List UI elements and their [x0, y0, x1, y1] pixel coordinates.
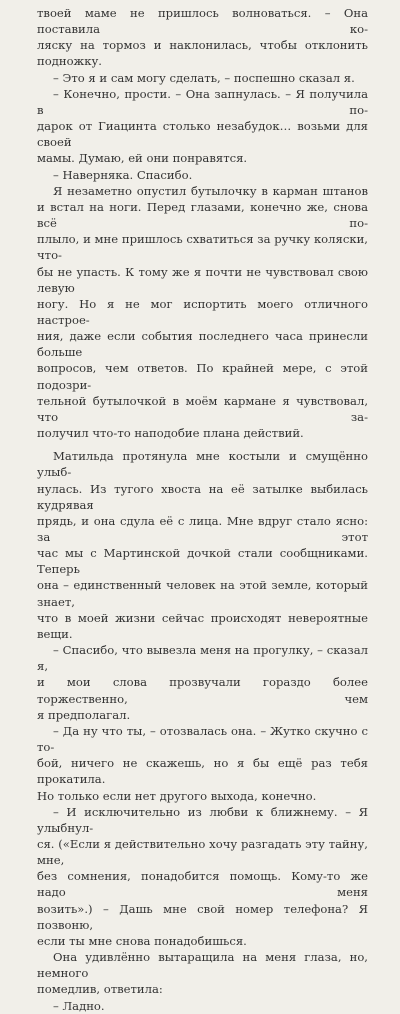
- text-line: прядь, и она сдула её с лица. Мне вдруг стало ясно: за этот: [37, 513, 368, 544]
- text-line: бой, ничего не скажешь, но я бы ещё раз тебя прокатила.: [37, 756, 368, 787]
- text-line: Она удивлённо вытаращила на меня глаза, но, немного: [37, 950, 368, 981]
- text-line: и мои слова прозвучали гораздо более торжественно, чем: [37, 675, 368, 706]
- text-line: она – единственный человек на этой земле, который знает,: [37, 578, 368, 609]
- text-line: – Да ну что ты, – отозвалась она. – Жутко скучно с то-: [37, 723, 368, 755]
- text-line: мамы. Думаю, ей они понравятся.: [37, 151, 248, 166]
- text-line: ния, даже если события последнего часа принесли больше: [37, 329, 368, 360]
- text-line: – Это я и сам могу сделать, – поспешно сказал я.: [53, 70, 355, 85]
- text-line: плыло, и мне пришлось схватиться за ручку коляски, что-: [37, 232, 368, 263]
- text-line: – Наверняка. Спасибо.: [53, 167, 193, 182]
- text-line: если ты мне снова понадобишься.: [37, 933, 247, 948]
- text-line: Я незаметно опустил бутылочку в карман штанов: [53, 183, 368, 198]
- text-line: я предполагал.: [37, 707, 131, 722]
- text-line: ногу. Но я не мог испортить моего отличного настрое-: [37, 296, 368, 327]
- text-line: ся. («Если я действительно хочу разгадать эту тайну, мне,: [37, 836, 368, 868]
- text-line: без сомнения, понадобится помощь. Кому-то же надо меня: [37, 869, 368, 900]
- text-line: что в моей жизни сейчас происходят невероятные вещи.: [37, 610, 368, 641]
- text-line: – Ладно.: [53, 998, 105, 1013]
- text-line: тельной бутылочкой в моём кармане я чувствовал, что за-: [37, 393, 368, 424]
- text-line: Матильда протянула мне костыли и смущённо улыб-: [37, 449, 368, 480]
- text-line: вопросов, чем ответов. По крайней мере, с этой подозри-: [37, 361, 368, 392]
- text-line: – Спасибо, что вывезла меня на прогулку, – сказал я,: [37, 643, 368, 674]
- text-line: – И исключительно из любви к ближнему. – Я улыбнул-: [37, 804, 368, 835]
- text-line: ляску на тормоз и наклонилась, чтобы отклонить подножку.: [37, 38, 368, 69]
- text-line: дарок от Гиацинта столько незабудок… возьми для своей: [37, 119, 368, 150]
- text-line: Но только если нет другого выхода, конечно.: [37, 788, 317, 803]
- text-line: получил что-то наподобие плана действий.: [37, 426, 304, 441]
- paragraph-gap: [37, 441, 368, 448]
- text-line: и встал на ноги. Перед глазами, конечно же, снова всё по-: [37, 199, 368, 231]
- text-line: помедлив, ответила:: [37, 982, 163, 997]
- text-line: возить».) – Дашь мне свой номер телефона? Я позвоню,: [37, 901, 368, 932]
- text-line: твоей маме не пришлось волноваться. – Она поставила ко-: [37, 6, 368, 37]
- text-line: бы не упасть. К тому же я почти не чувствовал свою левую: [37, 264, 368, 295]
- text-line: нулась. Из тугого хвоста на её затылке выбилась кудрявая: [37, 481, 368, 512]
- text-line: – Конечно, прости. – Она запнулась. – Я получила в по-: [37, 86, 368, 117]
- text-line: час мы с Мартинской дочкой стали сообщниками. Теперь: [37, 546, 368, 577]
